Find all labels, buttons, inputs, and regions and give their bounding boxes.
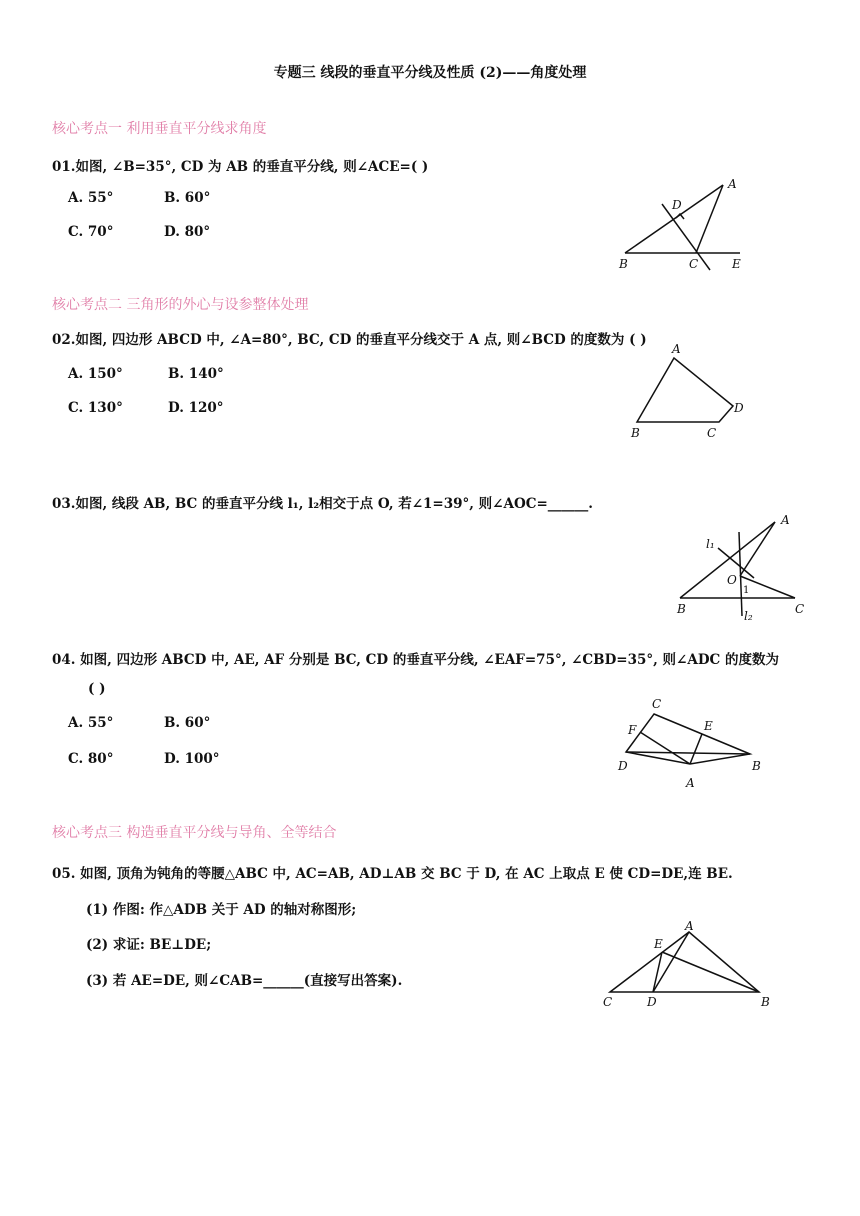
q3-label-b: B	[677, 602, 686, 616]
q1-figure	[610, 170, 760, 275]
q2-label-d: D	[734, 401, 744, 415]
q2-label-a: A	[672, 342, 681, 356]
q4-figure	[610, 692, 770, 797]
q4-label-f: F	[628, 723, 637, 737]
q5-label-a: A	[685, 919, 694, 933]
q4-label-a: A	[686, 776, 695, 790]
q4-option-c: C. 80°	[68, 751, 114, 767]
q5-figure	[596, 918, 781, 1013]
q5-label-b: B	[761, 995, 770, 1009]
q5-part-3: (3) 若 AE=DE, 则∠CAB=______(直接写出答案).	[86, 973, 403, 989]
q2-figure	[620, 340, 760, 445]
q4-label-c: C	[652, 697, 662, 711]
q2-option-d: D. 120°	[168, 400, 224, 416]
q2-label-c: C	[707, 426, 717, 440]
q1-label-a: A	[728, 177, 737, 191]
q5-part-1: (1) 作图: 作△ADB 关于 AD 的轴对称图形;	[86, 902, 357, 918]
q1-label-e: E	[732, 257, 741, 271]
question-2-text: 02.如图, 四边形 ABCD 中, ∠A=80°, BC, CD 的垂直平分线交于 A 点, 则∠BCD 的度数为 ( )	[52, 332, 647, 348]
q4-label-b: B	[752, 759, 761, 773]
q3-label-c: C	[795, 602, 805, 616]
q3-label-l1: l₁	[706, 537, 715, 551]
q1-option-b: B. 60°	[164, 190, 211, 206]
q2-label-b: B	[631, 426, 640, 440]
q3-figure	[670, 508, 820, 628]
question-4-text: 04. 如图, 四边形 ABCD 中, AE, AF 分别是 BC, CD 的垂直平分线, ∠EAF=75°, ∠CBD=35°, 则∠ADC 的度数为	[52, 652, 779, 668]
q4-option-a: A. 55°	[68, 715, 114, 731]
question-1-text: 01.如图, ∠B=35°, CD 为 AB 的垂直平分线, 则∠ACE=( )	[52, 159, 429, 175]
q5-part-2: (2) 求证: BE⊥DE;	[86, 937, 212, 953]
q5-label-c: C	[603, 995, 613, 1009]
q1-label-d: D	[672, 198, 682, 212]
q1-option-a: A. 55°	[68, 190, 114, 206]
page-title: 专题三 线段的垂直平分线及性质 (2)——角度处理	[273, 65, 587, 81]
q2-option-a: A. 150°	[68, 366, 123, 382]
q3-label-angle-1: 1	[743, 585, 750, 596]
q3-label-a: A	[781, 513, 790, 527]
q2-option-c: C. 130°	[68, 400, 123, 416]
q1-label-b: B	[619, 257, 628, 271]
q1-label-c: C	[689, 257, 699, 271]
q5-label-e: E	[654, 937, 663, 951]
q5-label-d: D	[647, 995, 657, 1009]
section-heading-3: 核心考点三 构造垂直平分线与导角、全等结合	[52, 825, 337, 841]
question-3-text: 03.如图, 线段 AB, BC 的垂直平分线 l₁, l₂相交于点 O, 若∠1=39°, 则∠AOC=______.	[52, 496, 593, 512]
q3-label-l2: l₂	[744, 609, 753, 623]
question-5-text: 05. 如图, 顶角为钝角的等腰△ABC 中, AC=AB, AD⊥AB 交 BC 于 D, 在 AC 上取点 E 使 CD=DE,连 BE.	[52, 866, 733, 882]
q1-option-c: C. 70°	[68, 224, 114, 240]
q3-label-o: O	[727, 573, 737, 587]
q4-label-e: E	[704, 719, 713, 733]
q4-label-d: D	[618, 759, 628, 773]
q4-answer-paren: ( )	[88, 681, 106, 697]
q1-option-d: D. 80°	[164, 224, 211, 240]
section-heading-1: 核心考点一 利用垂直平分线求角度	[52, 121, 267, 137]
q4-option-b: B. 60°	[164, 715, 211, 731]
q2-option-b: B. 140°	[168, 366, 224, 382]
section-heading-2: 核心考点二 三角形的外心与设参整体处理	[52, 297, 309, 313]
q4-option-d: D. 100°	[164, 751, 220, 767]
